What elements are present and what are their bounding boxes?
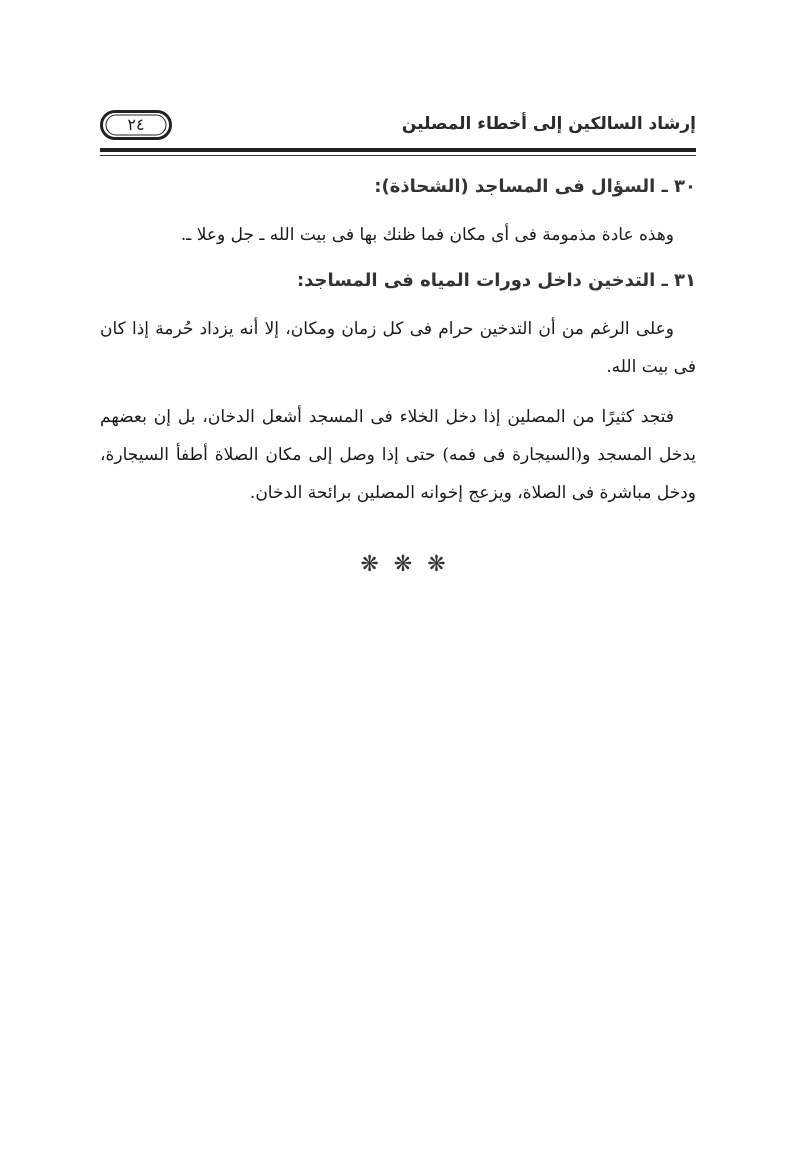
section-30 — [100, 172, 696, 254]
page-header — [100, 104, 696, 154]
paragraph: وهذه عادة مذمومة فى أى مكان فما ظنك بها فى بيت الله ـ جل وعلا ـ. — [180, 225, 674, 245]
section-separator-ornament: ❋ ❋ ❋ — [360, 552, 450, 577]
paragraph: وعلى الرغم من أن التدخين حرام فى كل زمان ومكان، إلا أنه يزداد حُرمة إذا كان فى بيت الله. — [100, 319, 696, 377]
running-title: إرشاد السالكين إلى أخطاء المصلين — [401, 114, 696, 134]
section-31 — [100, 266, 696, 512]
page-body — [100, 172, 696, 524]
section-heading: ٣٠ ـ السؤال فى المساجد (الشحاذة): — [374, 176, 696, 197]
page-number-badge — [100, 110, 172, 140]
section-heading: ٣١ ـ التدخين داخل دورات المياه فى المساجد: — [296, 270, 696, 291]
header-rule-thick — [100, 148, 696, 152]
header-rule-thin — [100, 155, 696, 156]
paragraph: فتجد كثيرًا من المصلين إذا دخل الخلاء فى المسجد أشعل الدخان، بل إن بعضهم يدخل المسجد و(السيجارة فى فمه) حتى إذا وصل إلى مكان الصلاة أطفأ السيجارة، ودخل مباشرة فى الصلاة، ويزعج إخوانه المصلين برائحة الدخان. — [100, 407, 696, 503]
page-number: ٢٤ — [127, 115, 145, 134]
